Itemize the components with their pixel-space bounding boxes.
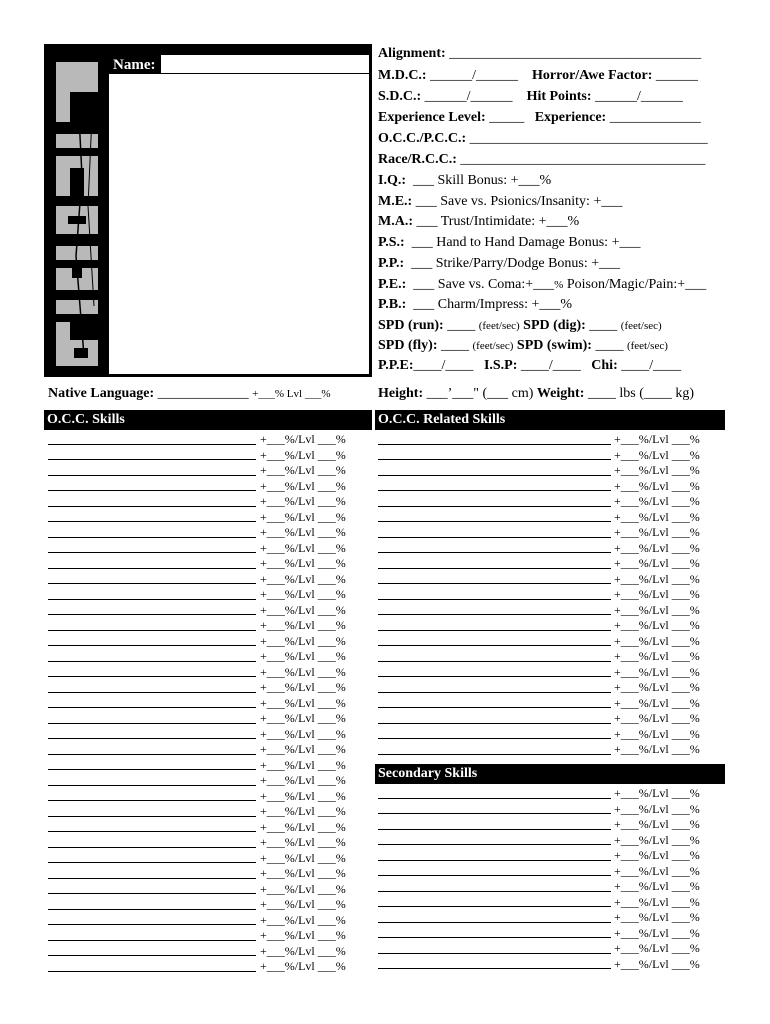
occ-skill-percent[interactable]: +___%/Lvl ___% bbox=[260, 571, 346, 586]
occ-skill-row[interactable] bbox=[48, 665, 370, 681]
occ-related-skill-row[interactable] bbox=[378, 541, 724, 557]
occ-skill-percent[interactable]: +___%/Lvl ___% bbox=[260, 866, 346, 880]
occ-skill-percent[interactable]: +___%/Lvl ___% bbox=[260, 742, 346, 756]
occ-skill-row[interactable] bbox=[48, 913, 370, 929]
occ-skill-name-line[interactable] bbox=[48, 444, 256, 445]
secondary-skill-name-line[interactable] bbox=[378, 860, 611, 861]
secondary-skill-percent[interactable]: +___%/Lvl ___% bbox=[614, 832, 700, 847]
occ-related-skill-row[interactable] bbox=[378, 727, 724, 743]
occ-skill-name-line[interactable] bbox=[48, 924, 256, 925]
occ-related-skill-row[interactable] bbox=[378, 603, 724, 619]
occ-skill-name-line[interactable] bbox=[48, 475, 256, 476]
occ-skill-name-line[interactable] bbox=[48, 506, 256, 507]
occ-skill-percent[interactable]: +___%/Lvl ___% bbox=[260, 928, 346, 942]
occ-related-skill-percent[interactable]: +___%/Lvl ___% bbox=[614, 432, 700, 446]
native-language-blank: _____________ bbox=[157, 386, 249, 401]
occ-related-skill-percent[interactable]: +___%/Lvl ___% bbox=[614, 463, 700, 477]
occ-related-skills-header: O.C.C. Related Skills bbox=[375, 410, 725, 430]
occ-skill-percent[interactable]: +___%/Lvl ___% bbox=[260, 618, 346, 632]
occ-related-skill-row[interactable] bbox=[378, 463, 724, 479]
occ-skills-header: O.C.C. Skills bbox=[44, 410, 372, 430]
secondary-skill-name-line[interactable] bbox=[378, 968, 611, 969]
occ-skill-name-line[interactable] bbox=[48, 552, 256, 553]
secondary-skill-percent[interactable]: +___%/Lvl ___% bbox=[614, 910, 700, 924]
occ-related-skill-name-line[interactable] bbox=[378, 475, 611, 476]
occ-related-skill-name-line[interactable] bbox=[378, 537, 611, 538]
occ-skill-row[interactable] bbox=[48, 882, 370, 898]
secondary-skill-percent[interactable]: +___%/Lvl ___% bbox=[614, 894, 700, 909]
occ-related-skill-percent[interactable]: +___%/Lvl ___% bbox=[614, 494, 700, 508]
occ-skill-name-line[interactable] bbox=[48, 723, 256, 724]
occ-skill-row[interactable] bbox=[48, 789, 370, 805]
stat-line-8[interactable]: M.A.: ___ Trust/Intimidate: +___% bbox=[378, 214, 580, 229]
occ-related-skill-percent[interactable]: +___%/Lvl ___% bbox=[614, 680, 700, 694]
stat-line-13[interactable]: SPD (run): ____ (feet/sec) SPD (dig): ____ (feet/sec) bbox=[378, 318, 662, 333]
occ-related-skill-row[interactable] bbox=[378, 572, 724, 588]
occ-skill-name-line[interactable] bbox=[48, 707, 256, 708]
occ-skill-row[interactable] bbox=[48, 603, 370, 619]
occ-skill-name-line[interactable] bbox=[48, 521, 256, 522]
stat-line-15[interactable]: P.P.E:____/____ I.S.P: ____/____ Chi: ____/____ bbox=[378, 358, 682, 373]
occ-skill-name-line[interactable] bbox=[48, 847, 256, 848]
occ-skill-percent[interactable]: +___%/Lvl ___% bbox=[260, 540, 346, 555]
occ-skill-name-line[interactable] bbox=[48, 661, 256, 662]
secondary-skill-percent[interactable]: +___%/Lvl ___% bbox=[614, 801, 700, 816]
occ-skill-name-line[interactable] bbox=[48, 568, 256, 569]
occ-related-skill-name-line[interactable] bbox=[378, 506, 611, 507]
occ-skill-row[interactable] bbox=[48, 680, 370, 696]
stat-line-0[interactable]: Alignment: ____________________________________ bbox=[378, 46, 702, 61]
occ-related-skill-row[interactable] bbox=[378, 510, 724, 526]
occ-related-skill-percent[interactable]: +___%/Lvl ___% bbox=[614, 742, 700, 756]
stat-line-10[interactable]: P.P.: ___ Strike/Parry/Dodge Bonus: +___ bbox=[378, 256, 621, 271]
occ-skill-row[interactable] bbox=[48, 587, 370, 603]
occ-skill-name-line[interactable] bbox=[48, 909, 256, 910]
occ-skill-name-line[interactable] bbox=[48, 831, 256, 832]
occ-skill-name-line[interactable] bbox=[48, 769, 256, 770]
occ-skill-percent[interactable]: +___%/Lvl ___% bbox=[260, 711, 346, 725]
occ-skill-percent[interactable]: +___%/Lvl ___% bbox=[260, 447, 346, 462]
occ-related-skill-row[interactable] bbox=[378, 696, 724, 712]
secondary-skill-name-line[interactable] bbox=[378, 953, 611, 954]
occ-skill-percent[interactable]: +___%/Lvl ___% bbox=[260, 788, 346, 803]
occ-skill-percent[interactable]: +___%/Lvl ___% bbox=[260, 757, 346, 772]
occ-related-skill-name-line[interactable] bbox=[378, 444, 611, 445]
secondary-skill-name-line[interactable] bbox=[378, 937, 611, 938]
occ-skill-name-line[interactable] bbox=[48, 490, 256, 491]
name-field[interactable] bbox=[161, 55, 369, 73]
occ-skill-row[interactable] bbox=[48, 711, 370, 727]
occ-skill-percent[interactable]: +___%/Lvl ___% bbox=[260, 897, 346, 911]
occ-skill-row[interactable] bbox=[48, 494, 370, 510]
occ-related-skill-name-line[interactable] bbox=[378, 459, 611, 460]
occ-skill-percent[interactable]: +___%/Lvl ___% bbox=[260, 695, 346, 710]
secondary-skill-percent[interactable]: +___%/Lvl ___% bbox=[614, 925, 700, 940]
occ-related-skill-row[interactable] bbox=[378, 649, 724, 665]
occ-related-skill-percent[interactable]: +___%/Lvl ___% bbox=[614, 726, 700, 741]
occ-skill-row[interactable] bbox=[48, 634, 370, 650]
occ-skill-name-line[interactable] bbox=[48, 754, 256, 755]
occ-skill-percent[interactable]: +___%/Lvl ___% bbox=[260, 773, 346, 787]
secondary-skill-row[interactable] bbox=[378, 910, 724, 926]
occ-skill-row[interactable] bbox=[48, 541, 370, 557]
occ-related-skill-row[interactable] bbox=[378, 634, 724, 650]
rifts-logo bbox=[48, 56, 106, 372]
occ-skill-percent[interactable]: +___%/Lvl ___% bbox=[260, 432, 346, 446]
occ-related-skill-row[interactable] bbox=[378, 711, 724, 727]
secondary-skill-percent[interactable]: +___%/Lvl ___% bbox=[614, 956, 700, 971]
age-field[interactable] bbox=[152, 101, 226, 119]
secondary-skill-name-line[interactable] bbox=[378, 906, 611, 907]
occ-skill-name-line[interactable] bbox=[48, 583, 256, 584]
occ-skill-name-line[interactable] bbox=[48, 537, 256, 538]
occ-skill-name-line[interactable] bbox=[48, 971, 256, 972]
occ-related-skill-name-line[interactable] bbox=[378, 723, 611, 724]
occ-skill-percent[interactable]: +___%/Lvl ___% bbox=[260, 509, 346, 524]
secondary-skill-row[interactable] bbox=[378, 957, 724, 973]
secondary-skill-name-line[interactable] bbox=[378, 798, 611, 799]
secondary-skill-name-line[interactable] bbox=[378, 875, 611, 876]
stat-line-9[interactable]: P.S.: ___ Hand to Hand Damage Bonus: +___ bbox=[378, 235, 641, 250]
occ-skill-row[interactable] bbox=[48, 572, 370, 588]
stat-line-4[interactable]: O.C.C./P.C.C.: __________________________________ bbox=[378, 131, 708, 146]
occ-skill-percent[interactable]: +___%/Lvl ___% bbox=[260, 494, 346, 508]
occ-related-skill-percent[interactable]: +___%/Lvl ___% bbox=[614, 587, 700, 601]
native-language-suffix: +___% Lvl ___% bbox=[252, 388, 331, 400]
occ-skill-name-line[interactable] bbox=[48, 599, 256, 600]
secondary-skill-row[interactable] bbox=[378, 895, 724, 911]
secondary-skill-percent[interactable]: +___%/Lvl ___% bbox=[614, 863, 700, 878]
occ-related-skill-name-line[interactable] bbox=[378, 552, 611, 553]
secondary-skill-name-line[interactable] bbox=[378, 891, 611, 892]
occ-skill-percent[interactable]: +___%/Lvl ___% bbox=[260, 835, 346, 849]
occ-skill-row[interactable] bbox=[48, 696, 370, 712]
occ-related-skill-name-line[interactable] bbox=[378, 583, 611, 584]
secondary-skill-row[interactable] bbox=[378, 848, 724, 864]
occ-related-skill-name-line[interactable] bbox=[378, 754, 611, 755]
occ-skill-name-line[interactable] bbox=[48, 459, 256, 460]
height-weight-row[interactable]: Height: ___’___" (___ cm) Weight: ____ lbs (____ kg) bbox=[378, 386, 695, 401]
occ-related-skill-row[interactable] bbox=[378, 587, 724, 603]
occ-related-skill-name-line[interactable] bbox=[378, 599, 611, 600]
occ-related-skill-percent[interactable]: +___%/Lvl ___% bbox=[614, 649, 700, 663]
occ-skill-percent[interactable]: +___%/Lvl ___% bbox=[260, 649, 346, 663]
name-label: Name: bbox=[113, 57, 156, 73]
occ-related-skill-name-line[interactable] bbox=[378, 521, 611, 522]
occ-skill-name-line[interactable] bbox=[48, 893, 256, 894]
occ-skill-row[interactable] bbox=[48, 727, 370, 743]
stat-line-3[interactable]: Experience Level: _____ Experience: _____________ bbox=[378, 110, 701, 125]
occ-skill-name-line[interactable] bbox=[48, 738, 256, 739]
occ-skill-row[interactable] bbox=[48, 618, 370, 634]
secondary-skill-percent[interactable]: +___%/Lvl ___% bbox=[614, 817, 700, 831]
occ-skill-percent[interactable]: +___%/Lvl ___% bbox=[260, 525, 346, 539]
occ-skill-percent[interactable]: +___%/Lvl ___% bbox=[260, 819, 346, 834]
occ-skill-percent[interactable]: +___%/Lvl ___% bbox=[260, 478, 346, 493]
occ-related-skill-percent[interactable]: +___%/Lvl ___% bbox=[614, 540, 700, 555]
occ-skill-row[interactable] bbox=[48, 928, 370, 944]
occ-related-skill-percent[interactable]: +___%/Lvl ___% bbox=[614, 695, 700, 710]
stat-line-2[interactable]: S.D.C.: ______/______ Hit Points: ______/______ bbox=[378, 89, 683, 104]
secondary-skill-row[interactable] bbox=[378, 786, 724, 802]
secondary-skill-percent[interactable]: +___%/Lvl ___% bbox=[614, 941, 700, 955]
occ-related-skill-name-line[interactable] bbox=[378, 661, 611, 662]
occ-skill-percent[interactable]: +___%/Lvl ___% bbox=[260, 556, 346, 570]
occ-skill-percent[interactable]: +___%/Lvl ___% bbox=[260, 463, 346, 477]
occ-skill-percent[interactable]: +___%/Lvl ___% bbox=[260, 602, 346, 617]
occ-related-skill-percent[interactable]: +___%/Lvl ___% bbox=[614, 509, 700, 524]
occ-skill-row[interactable] bbox=[48, 556, 370, 572]
occ-skill-row[interactable] bbox=[48, 944, 370, 960]
stat-line-12[interactable]: P.B.: ___ Charm/Impress: +___% bbox=[378, 297, 573, 312]
occ-skill-percent[interactable]: +___%/Lvl ___% bbox=[260, 850, 346, 865]
occ-related-skill-name-line[interactable] bbox=[378, 692, 611, 693]
secondary-skill-row[interactable] bbox=[378, 817, 724, 833]
occ-related-skill-name-line[interactable] bbox=[378, 676, 611, 677]
stat-line-5[interactable]: Race/R.C.C.: ___________________________________ bbox=[378, 152, 706, 167]
secondary-skill-row[interactable] bbox=[378, 833, 724, 849]
occ-skill-row[interactable] bbox=[48, 448, 370, 464]
occ-related-skill-name-line[interactable] bbox=[378, 568, 611, 569]
secondary-skills-header: Secondary Skills bbox=[375, 764, 725, 784]
occ-skill-row[interactable] bbox=[48, 804, 370, 820]
player-name-label: Player Name: bbox=[113, 80, 201, 96]
secondary-skill-row[interactable] bbox=[378, 941, 724, 957]
secondary-skill-percent[interactable]: +___%/Lvl ___% bbox=[614, 848, 700, 862]
occ-skill-name-line[interactable] bbox=[48, 645, 256, 646]
occ-related-skill-row[interactable] bbox=[378, 680, 724, 696]
secondary-skill-percent[interactable]: +___%/Lvl ___% bbox=[614, 879, 700, 893]
occ-skill-name-line[interactable] bbox=[48, 940, 256, 941]
occ-related-skill-percent[interactable]: +___%/Lvl ___% bbox=[614, 525, 700, 539]
occ-related-skill-row[interactable] bbox=[378, 432, 724, 448]
occ-related-skill-row[interactable] bbox=[378, 665, 724, 681]
occ-skill-row[interactable] bbox=[48, 820, 370, 836]
occ-related-skill-percent[interactable]: +___%/Lvl ___% bbox=[614, 618, 700, 632]
gender-field[interactable] bbox=[291, 101, 369, 119]
occ-skill-percent[interactable]: +___%/Lvl ___% bbox=[260, 633, 346, 648]
occ-related-skill-row[interactable] bbox=[378, 556, 724, 572]
occ-skill-name-line[interactable] bbox=[48, 630, 256, 631]
occ-skill-name-line[interactable] bbox=[48, 614, 256, 615]
stat-line-11[interactable]: P.E.: ___ Save vs. Coma:+___% Poison/Magic/Pain:+___ bbox=[378, 277, 707, 292]
occ-skill-row[interactable] bbox=[48, 758, 370, 774]
occ-related-skill-row[interactable] bbox=[378, 448, 724, 464]
secondary-skill-row[interactable] bbox=[378, 802, 724, 818]
occ-skill-name-line[interactable] bbox=[48, 800, 256, 801]
occ-skill-name-line[interactable] bbox=[48, 692, 256, 693]
occ-skill-percent[interactable]: +___%/Lvl ___% bbox=[260, 943, 346, 958]
occ-related-skill-percent[interactable]: +___%/Lvl ___% bbox=[614, 602, 700, 617]
occ-skill-row[interactable] bbox=[48, 649, 370, 665]
secondary-skill-name-line[interactable] bbox=[378, 922, 611, 923]
occ-related-skill-percent[interactable]: +___%/Lvl ___% bbox=[614, 633, 700, 648]
occ-related-skill-row[interactable] bbox=[378, 479, 724, 495]
occ-skill-row[interactable] bbox=[48, 773, 370, 789]
occ-related-skill-percent[interactable]: +___%/Lvl ___% bbox=[614, 571, 700, 586]
occ-skill-row[interactable] bbox=[48, 851, 370, 867]
occ-skill-row[interactable] bbox=[48, 959, 370, 975]
occ-skill-row[interactable] bbox=[48, 463, 370, 479]
occ-related-skill-name-line[interactable] bbox=[378, 630, 611, 631]
occ-skill-percent[interactable]: +___%/Lvl ___% bbox=[260, 804, 346, 818]
stat-line-7[interactable]: M.E.: ___ Save vs. Psionics/Insanity: +___ bbox=[378, 194, 623, 209]
occ-related-skill-row[interactable] bbox=[378, 494, 724, 510]
occ-related-skill-percent[interactable]: +___%/Lvl ___% bbox=[614, 447, 700, 462]
occ-skill-name-line[interactable] bbox=[48, 955, 256, 956]
occ-related-skill-name-line[interactable] bbox=[378, 707, 611, 708]
occ-skill-name-line[interactable] bbox=[48, 816, 256, 817]
occ-skill-percent[interactable]: +___%/Lvl ___% bbox=[260, 680, 346, 694]
native-language-label: Native Language: bbox=[48, 386, 155, 401]
secondary-skill-percent[interactable]: +___%/Lvl ___% bbox=[614, 786, 700, 800]
occ-skill-percent[interactable]: +___%/Lvl ___% bbox=[260, 959, 346, 973]
occ-related-skill-row[interactable] bbox=[378, 618, 724, 634]
occ-skill-row[interactable] bbox=[48, 866, 370, 882]
occ-related-skill-percent[interactable]: +___%/Lvl ___% bbox=[614, 478, 700, 493]
occ-skill-name-line[interactable] bbox=[48, 878, 256, 879]
occ-skill-percent[interactable]: +___%/Lvl ___% bbox=[260, 881, 346, 896]
occ-skill-row[interactable] bbox=[48, 897, 370, 913]
occ-related-skill-name-line[interactable] bbox=[378, 738, 611, 739]
occ-skill-percent[interactable]: +___%/Lvl ___% bbox=[260, 726, 346, 741]
player-name-field[interactable] bbox=[206, 78, 369, 96]
occ-skill-percent[interactable]: +___%/Lvl ___% bbox=[260, 912, 346, 927]
gender-label: Gender: bbox=[231, 103, 285, 119]
occ-skill-row[interactable] bbox=[48, 835, 370, 851]
age-label: Age: bbox=[113, 103, 143, 119]
native-language-row[interactable] bbox=[48, 385, 330, 403]
stat-line-1[interactable]: M.D.C.: ______/______ Horror/Awe Factor: ______ bbox=[378, 68, 698, 83]
occ-skill-percent[interactable]: +___%/Lvl ___% bbox=[260, 587, 346, 601]
secondary-skill-name-line[interactable] bbox=[378, 813, 611, 814]
occ-skill-name-line[interactable] bbox=[48, 676, 256, 677]
occ-related-skill-row[interactable] bbox=[378, 525, 724, 541]
occ-related-skill-name-line[interactable] bbox=[378, 614, 611, 615]
occ-skill-name-line[interactable] bbox=[48, 785, 256, 786]
secondary-skill-row[interactable] bbox=[378, 864, 724, 880]
secondary-skill-name-line[interactable] bbox=[378, 829, 611, 830]
occ-skill-row[interactable] bbox=[48, 510, 370, 526]
secondary-skill-row[interactable] bbox=[378, 926, 724, 942]
occ-related-skill-percent[interactable]: +___%/Lvl ___% bbox=[614, 556, 700, 570]
occ-skill-row[interactable] bbox=[48, 525, 370, 541]
occ-related-skill-name-line[interactable] bbox=[378, 645, 611, 646]
occ-related-skill-row[interactable] bbox=[378, 742, 724, 758]
occ-related-skill-percent[interactable]: +___%/Lvl ___% bbox=[614, 711, 700, 725]
occ-skill-name-line[interactable] bbox=[48, 862, 256, 863]
occ-related-skill-percent[interactable]: +___%/Lvl ___% bbox=[614, 664, 700, 679]
occ-skill-row[interactable] bbox=[48, 432, 370, 448]
stat-line-14[interactable]: SPD (fly): ____ (feet/sec) SPD (swim): ____ (feet/sec) bbox=[378, 338, 668, 353]
secondary-skill-row[interactable] bbox=[378, 879, 724, 895]
occ-skill-row[interactable] bbox=[48, 742, 370, 758]
occ-skill-percent[interactable]: +___%/Lvl ___% bbox=[260, 664, 346, 679]
secondary-skill-name-line[interactable] bbox=[378, 844, 611, 845]
stat-line-6[interactable]: I.Q.: ___ Skill Bonus: +___% bbox=[378, 173, 552, 188]
occ-skill-row[interactable] bbox=[48, 479, 370, 495]
occ-related-skill-name-line[interactable] bbox=[378, 490, 611, 491]
